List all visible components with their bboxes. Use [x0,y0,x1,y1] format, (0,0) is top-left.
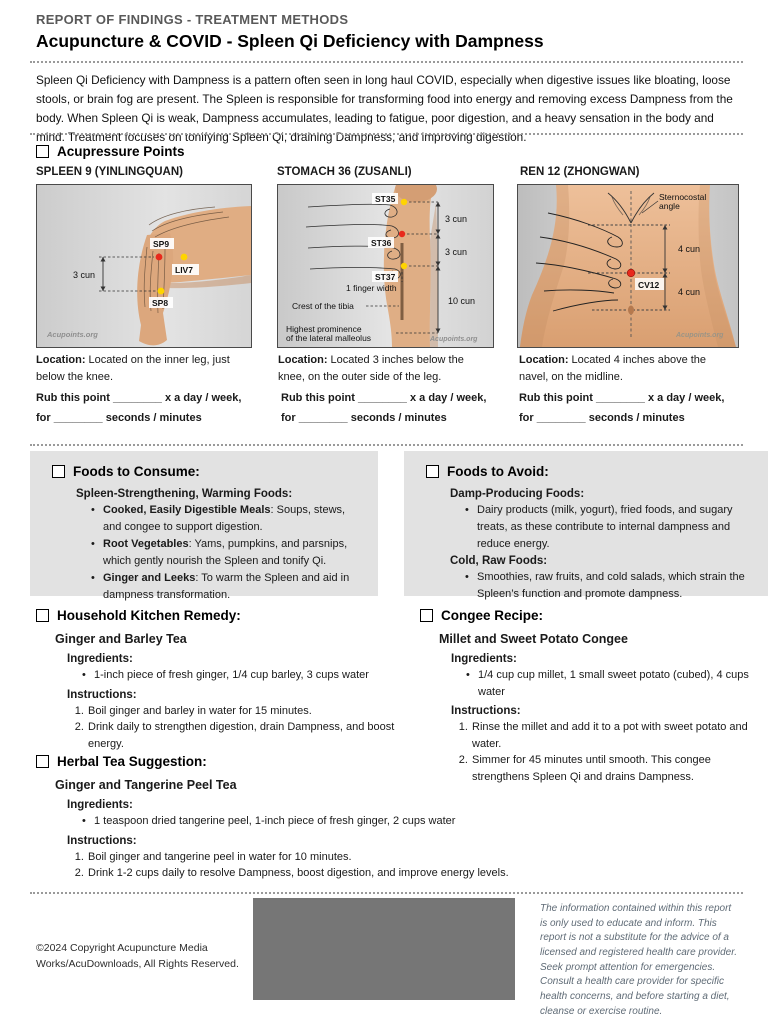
instruction-step: 1. Rinse the millet and add it to a pot with sweet potato and water. [471,719,750,752]
location-text: Located 4 inches above the navel, on the midline. [519,354,707,383]
divider [30,444,743,446]
foods-to-consume-box [30,451,378,602]
cv12-point-label: CV12 [638,280,660,290]
watermark: Acupoints.org [47,330,98,339]
section-heading-congee [420,608,750,623]
instruction-step: 2. Simmer for 45 minutes until smooth. This congee strengthens Spleen Qi and drains Dampness. [471,752,750,785]
sp8-point-label: SP8 [152,298,169,308]
herbal-tea-section [36,754,736,882]
recipe-name: Ginger and Barley Tea [55,632,187,646]
list-item [90,536,362,570]
sp9-leg-diagram [36,184,252,348]
list-item: • Smoothies, raw fruits, and cold salads, which strain the Spleen’s function and promote dampness. [464,569,752,603]
location-text: Located 3 inches below the knee, on the outer side of the leg. [278,354,464,383]
section-heading-foods-consume [52,464,368,479]
foods-avoid-heading-label: Foods to Avoid: [447,464,549,479]
rub-frequency-line: Rub this point ________ x a day / week, [519,392,725,404]
section-heading-herbal-tea [36,754,736,769]
location-label: Location: [36,354,86,366]
foods-avoid-subheading-2: Cold, Raw Foods: [450,555,548,568]
acupressure-heading-label: Acupressure Points [57,144,185,159]
cv12-point-dot [627,269,635,277]
ingredients-label: Ingredients: [67,653,133,665]
list-item: • Dairy products (milk, yogurt), fried foods, and sugary treats, as these contribute to internal dampness and reduce energy. [464,502,752,553]
rub-frequency-line: Rub this point ________ x a day / week, [281,392,487,404]
point-title-sp9: SPLEEN 9 (YINLINGQUAN) [36,166,183,178]
sp9-measure-label: 3 cun [73,270,96,280]
instruction-step: 2. Drink 1-2 cups daily to resolve Dampness, boost digestion, and improve energy levels. [87,865,736,882]
ingredient-item: • 1/4 cup cup millet, 1 small sweet potato (cubed), 4 cups water [465,667,750,700]
location-label: Location: [278,354,328,366]
checkbox-icon[interactable] [36,609,49,622]
ingredient-item: • 1-inch piece of fresh ginger, 1/4 cup barley, 3 cups water [81,667,398,684]
point-title-st36: STOMACH 36 (ZUSANLI) [277,166,412,178]
recipe-name: Ginger and Tangerine Peel Tea [55,778,237,792]
sp9-point-label: SP9 [153,239,170,249]
rub-duration-line: for ________ seconds / minutes [36,412,202,424]
cun3b-label: 3 cun [445,247,468,257]
foods-to-avoid-box [404,451,768,601]
cun4a-label: 4 cun [678,244,701,254]
sternocostal-label-1: Sternocostal [659,192,707,202]
watermark: Acupoints.org [676,332,724,339]
instructions-label: Instructions: [67,688,137,701]
copyright-notice: ©2024 Copyright Acupuncture Media Works/AcuDownloads, All Rights Reserved. [36,942,239,971]
intro-paragraph: Spleen Qi Deficiency with Dampness is a pattern often seen in long haul COVID, especially when digestive issues like bloating, loose stools, or brain fog are present. The Spleen is responsible for transforming food into energy and removing excess Dampness from the body. When Spleen Qi is weak, Dampness accumulates, leading to fatigue, poor digestion, and a heavy sensation in the body and mind. Treatment focuses on tonifying Spleen Qi, draining Dampness, and improving digestion. [36,73,733,145]
liv7-point-label: LIV7 [175,265,193,275]
sp8-point-dot [158,288,165,295]
st36-point-label: ST36 [371,238,392,248]
st37-point-label: ST37 [375,272,396,282]
cun4b-label: 4 cun [678,287,701,297]
recipe-name: Millet and Sweet Potato Congee [439,632,628,646]
cun3a-label: 3 cun [445,214,468,224]
section-heading-kitchen-remedy [36,608,398,623]
disclaimer-text: The information contained within this report is only used to educate and inform. This report is not a substitute for the advice of a licensed and registered health care provider. Seek prompt attention for emergencies. Consult a health care provider for specific health concerns, and before starting a diet, cleanse or exercise routine. [540,903,737,1017]
congee-heading-label: Congee Recipe: [441,608,544,623]
checkbox-icon[interactable] [426,465,439,478]
sternocostal-label-2: angle [659,201,680,211]
sp9-point-dot [156,254,163,261]
tibia-crest-label: Crest of the tibia [292,301,354,311]
item-text: : Soups, stews, and congee to support digestion. [103,504,346,534]
section-heading-foods-avoid [426,464,758,479]
divider [30,61,743,63]
instruction-step: 2. Drink daily to strengthen digestion, drain Dampness, and boost energy. [87,719,398,752]
checkbox-icon[interactable] [420,609,433,622]
location-sp9 [36,352,244,385]
rub-duration-line: for ________ seconds / minutes [281,412,447,424]
herbal-tea-heading-label: Herbal Tea Suggestion: [57,754,207,769]
ingredients-label: Ingredients: [67,799,133,811]
list-item [90,502,362,536]
item-bold: Root Vegetables [103,538,189,551]
item-bold: Cooked, Easily Digestible Meals [103,504,271,516]
st35-point-label: ST35 [375,194,396,204]
rub-duration-line: for ________ seconds / minutes [519,412,685,424]
report-eyebrow: REPORT OF FINDINGS - TREATMENT METHODS [36,12,349,27]
st36-leg-diagram [277,184,494,348]
st36-point-dot [399,231,405,237]
item-text: : To warm the Spleen and aid in dampness transformation. [103,572,350,602]
instructions-label: Instructions: [451,705,521,717]
rub-frequency-line: Rub this point ________ x a day / week, [36,392,242,404]
section-heading-acupressure [36,144,185,159]
page-title: Acupuncture & COVID - Spleen Qi Deficiency with Dampness [36,31,544,51]
divider [30,892,743,894]
ingredient-item: • 1 teaspoon dried tangerine peel, 1-inch piece of fresh ginger, 2 cups water [81,813,736,830]
st37-point-dot [401,263,407,269]
list-item [90,570,362,604]
location-cv12 [519,352,734,385]
item-text: : Yams, pumpkins, and parsnips, which gently nourish the Spleen and tonify Qi. [103,538,348,568]
foods-avoid-subheading-1: Damp-Producing Foods: [450,488,585,500]
watermark: Acupoints.org [430,336,478,343]
kitchen-remedy-heading-label: Household Kitchen Remedy: [57,608,241,623]
foods-consume-subheading: Spleen-Strengthening, Warming Foods: [76,488,293,500]
finger-width-label: 1 finger width [346,283,397,293]
cun10-label: 10 cun [448,296,476,306]
item-bold: Ginger and Leeks [103,572,196,585]
location-text: Located on the inner leg, just below the knee. [36,354,230,383]
kitchen-remedy-section [36,608,398,752]
instructions-label: Instructions: [67,834,137,847]
checkbox-icon[interactable] [52,465,65,478]
divider [30,133,743,135]
instruction-step: 1. Boil ginger and barley in water for 15 minutes. [87,703,398,720]
checkbox-icon[interactable] [36,755,49,768]
checkbox-icon[interactable] [36,145,49,158]
liv7-point-dot [181,254,188,261]
malleolus-label-1: Highest prominence [286,324,362,334]
location-label: Location: [519,354,569,366]
location-st36 [278,352,490,385]
instruction-step: 1. Boil ginger and tangerine peel in water for 10 minutes. [87,849,736,866]
foods-consume-heading-label: Foods to Consume: [73,464,200,479]
cv12-abdomen-diagram [517,184,739,348]
ingredients-label: Ingredients: [451,653,517,665]
st35-point-dot [401,199,407,205]
malleolus-label-2: of the lateral malleolus [286,333,372,343]
point-title-cv12: REN 12 (ZHONGWAN) [520,166,640,178]
footer-image-placeholder [253,898,515,1000]
